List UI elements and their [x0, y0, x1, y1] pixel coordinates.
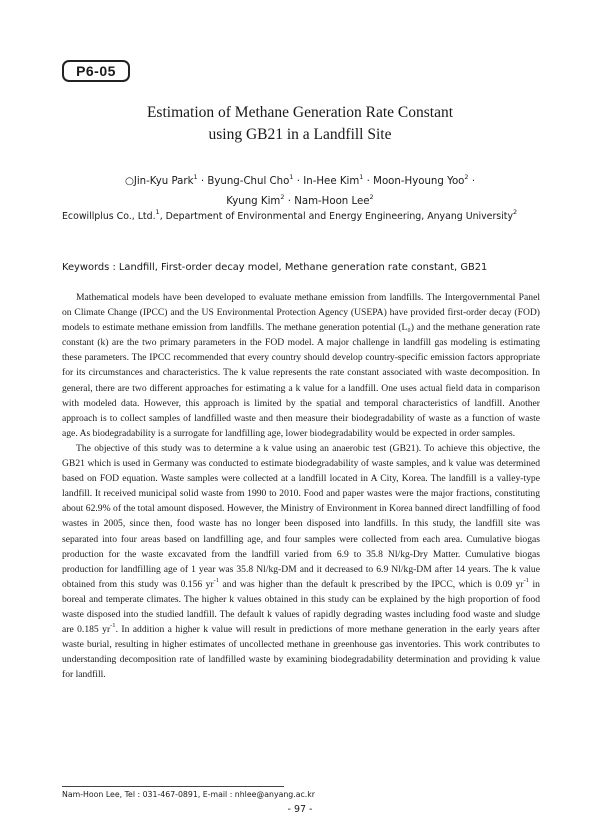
abstract-body [62, 290, 540, 682]
paper-title-line1: Estimation of Methane Generation Rate Constant [146, 104, 454, 121]
paragraph2-text: The objective of this study was to determine a k value using an anaerobic test (GB21). To achieve this objective, the GB21 which is used in Germany was conducted to estimate biodegradability of waste samples, and k value was determined based on FOD equation. Waste samples were collected at a landfill located in A City, Korea. The landfill is a valley-type landfill. It received municipal solid waste from 1990 to 2010. Food and paper wastes were the major fractions, constituting about 62.9% of the total amount disposed. However, the Ministry of Environment in Korea banned direct landfilling of food wastes in 2005, since then, food waste has no longer been disposed into landfills. In this study, the landfill site was separated into four areas based on landfilling age, and four samples were collected from each area. Cumulative biogas production for the waste excavated from the landfill varied from 6.9 to 35.8 Nl/kg-Dry Matter. Cumulative biogas production for landfilling age of 1 year was 35.8 Nl/kg-DM and it decreased to 6.9 Nl/kg-DM after 14 years. The k value obtained from this study was 0.156 yr [62, 442, 540, 590]
paragraph2-text: in boreal and temperate climates. The higher k values obtained in this study can be explained by the high proportion of food waste disposed into the studied landfill. The default k values of rapidly degrading wastes including food waste and sludge are 0.185 yr [62, 578, 540, 636]
author-affil-sup: 2 [369, 193, 374, 201]
keywords: Keywords : Landfill, First-order decay model, Methane generation rate constant, GB21 [62, 262, 488, 273]
page-number: - 97 - [287, 804, 313, 815]
unit-exponent: -1 [110, 622, 116, 630]
unit-exponent: -1 [523, 576, 530, 584]
author-separator: · [366, 176, 370, 187]
author-separator: · [200, 176, 205, 187]
author-affil-sup: 1 [193, 173, 198, 181]
author-affil-sup: 1 [289, 173, 294, 181]
affiliations [62, 208, 542, 222]
author-name: Byung-Chul Cho [207, 176, 290, 187]
author-separator: · [296, 176, 300, 187]
affiliation-sup2: 2 [513, 208, 518, 216]
corresponding-author-footnote: Nam-Hoon Lee, Tel : 031-467-0891, E-mail : nhlee@anyang.ac.kr [62, 790, 315, 799]
author-name: Nam-Hoon Lee [294, 196, 370, 207]
paragraph2-text: . In addition a higher k value will result in predictions of more methane generation in the early years after waste burial, resulting in higher estimates of uncollected methane in greenhouse gas inventories. This work contributes to understanding decomposition rate of landfilled waste by examining biodegradability determination and providing k value for landfill. [62, 624, 540, 681]
author-name: In-Hee Kim [303, 176, 360, 187]
footnote-divider [62, 786, 284, 787]
session-tag: P6-05 [62, 60, 130, 82]
author-name: Kyung Kim [226, 196, 281, 207]
author-name: Moon-Hyoung Yoo [373, 176, 465, 187]
unit-exponent: -1 [213, 576, 220, 584]
abstract-paragraph-1: Mathematical models have been developed to evaluate methane emission from landfills. The Intergovernmental Panel on Climate Change (IPCC) and the US Environmental Protection Agency (USEPA) have provided first-order decay (FOD) models to estimate methane emission from landfills. The methane generation potential (L₀) and the methane generation rate constant (k) are the two primary parameters in the FOD model. A major challenge in landfill gas modeling is estimating these parameters. The IPCC recommended that every country should develop country-specific emission factors appropriate for its circumstances and characteristics. The k value represents the rate constant associated with waste decomposition. In general, there are two different approaches for estimating a k value for a landfill. One uses actual field data in comparison with modeled data. However, this approach is limited by the spatial and temporal characteristics of landfill. Another approach is to collect samples of landfilled waste and then measure their biodegradability of waste as a function of waste age. As biodegradability is a surrogate for landfilling age, lower biodegradability would be expected in order samples. [62, 292, 540, 439]
author-affil-sup: 2 [280, 193, 285, 201]
author-affil-sup: 2 [464, 173, 469, 181]
affiliation-org1: Ecowillplus Co., Ltd. [62, 211, 156, 222]
abstract-paragraph-2 [62, 441, 540, 683]
paper-title-line2: using GB21 in a Landfill Site [208, 126, 392, 143]
author-separator: · [287, 196, 291, 207]
author-separator: · [471, 176, 476, 187]
affiliation-sup1: 1 [155, 208, 160, 216]
paragraph2-text: and was higher than the default k prescribed by the IPCC, which is 0.09 yr [219, 578, 524, 590]
author-name: Jin-Kyu Park [133, 176, 194, 187]
presenter-mark: ○ [124, 176, 134, 187]
author-affil-sup: 1 [359, 173, 364, 181]
affiliation-org2: , Department of Environmental and Energy Engineering, Anyang University [159, 211, 514, 222]
authors-line2 [0, 192, 600, 211]
authors-line1 [0, 172, 600, 191]
